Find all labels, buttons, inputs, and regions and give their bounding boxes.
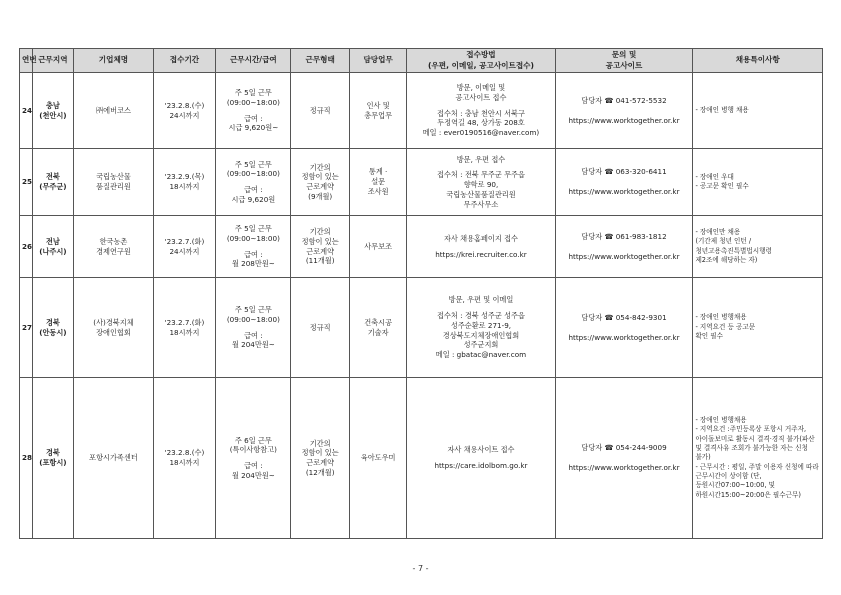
contact-site-link[interactable]: https://www.worktogether.or.kr [568,251,680,261]
duty-line: 인사 및 [366,100,390,110]
method-cell [407,149,555,216]
period-line: 18시까지 [169,458,200,467]
contact-cell [555,73,693,149]
contact-site-link[interactable]: https://www.worktogether.or.kr [568,115,680,125]
duty-line: 건축시공 [364,317,393,327]
type-line: 정규직 [309,105,331,115]
hours-line: (09:00~18:00) [226,233,280,243]
method-line: 메일 : ever0190516@naver.com) [422,128,540,138]
duty-line: 조사원 [367,186,389,196]
hours-line: 월 204만원~ [231,340,275,350]
company-line: 경제연구원 [96,246,131,256]
table-row [20,378,823,539]
special-notes-list [695,173,820,192]
hours-line: 급여 : [244,461,263,470]
table-row [20,216,823,278]
type-line: 정함이 있는 [301,172,339,182]
special-note: - 장애인 병행 채용 [695,105,749,114]
period-line: '23.2.8.(수) [164,100,205,110]
hours-line: (특이사항참고) [229,445,277,455]
method-line: https://care.idolbom.go.kr [434,461,528,470]
hours-line: 시급 9,620원 [231,194,276,204]
contact-gap [558,242,691,252]
method-line: 공고사이트 접수 [455,92,507,102]
special-notes-cell [693,216,823,278]
type-line: 근로계약 [306,182,335,191]
region-line: (천안시) [39,110,67,120]
duty-cell [349,378,406,539]
header-method-line2: (우편, 이메일, 공고사이트접수) [427,60,534,70]
hours-cell [216,73,291,149]
type-line: 기간의 [309,438,331,448]
table-row [20,73,823,149]
header-contact-line1: 문의 및 [611,50,637,60]
method-cell [407,278,555,378]
period-line: 18시까지 [169,327,200,337]
contact-site-link[interactable]: https://www.worktogether.or.kr [568,187,680,196]
type-cell [291,73,349,149]
region-line: 전남 [45,236,60,246]
contact-phone: 담당자 ☎ 063-320-6411 [581,167,667,177]
region-line: (안동시) [39,327,67,337]
period-line: '23.2.8.(수) [164,448,205,458]
header-period: 접수기간 [153,49,216,73]
type-line: 기간의 [309,162,331,172]
contact-cell [555,149,693,216]
special-notes-cell [693,278,823,378]
method-line: 접수처 : 경북 성주군 성주읍 [437,311,525,321]
header-type: 근무형태 [291,49,349,73]
special-note: - 지역요건 등 공고문 [695,322,756,331]
hours-line: 시급 9,620원~ [228,123,279,133]
table-row [20,278,823,378]
company-line: (사)경북지체 [93,317,134,327]
contact-site-link[interactable]: https://www.worktogether.or.kr [568,332,680,342]
special-note: 제2조에 해당하는 자) [695,255,758,264]
hours-line: 주 6일 근무 [234,435,272,445]
contact-gap [558,106,691,116]
row-number: 25 [20,149,33,216]
method-line: 메일 : gbatac@naver.com [435,349,527,359]
special-note: - 지역요건 :주민등록상 포항시 거주자, 아이돌보미로 활동시 결격·경직 불가(파산 및 결격사유 조회가 불가능한 자는 신청 불가) [695,425,815,462]
contact-gap [558,453,691,463]
special-note: - 공고문 확인 필수 [695,182,749,190]
company-cell [74,278,153,378]
hours-cell [216,378,291,539]
contact-phone: 담당자 ☎ 041-572-5532 [581,95,667,105]
type-line: (9개월) [308,191,333,201]
type-line: 정함이 있는 [301,236,339,246]
region-line: 경북 [45,317,60,327]
hours-line: 주 5일 근무 [234,159,272,169]
special-note: - 근무시간 : 평일, 주말 이용자 신청에 따라 근무시간이 상이함 (단, 등원시간07:00~10:00, 및 하원시간15:00~20:00은 필수근무) [695,462,819,499]
special-note: (기간제 청년 인턴 / [695,237,752,246]
company-cell [74,149,153,216]
company-line: 품질관리원 [96,182,131,191]
method-line: 성주순환로 271-9, [450,320,512,330]
duty-line: 사무보조 [364,241,393,251]
type-line: 정규직 [309,322,331,332]
special-note: 청년고용촉진특별법시행령 [695,246,772,255]
hours-line: 급여 : [244,249,263,259]
type-cell [291,149,349,216]
period-line: 18시까지 [169,182,200,191]
type-cell [291,378,349,539]
method-line: 자사 채용홈페이지 접수 [443,233,518,243]
region-line: 충남 [45,100,60,110]
duty-cell [349,73,406,149]
company-cell [74,378,153,539]
duty-line: 육아도우미 [360,453,396,463]
region-line: 전북 [45,172,60,182]
contact-gap [558,323,691,333]
special-note: - 장애인 병행채용 [695,415,747,424]
region-cell [32,378,74,539]
period-line: '23.2.7.(화) [164,317,205,327]
company-line: ㈜에버코스 [95,105,131,115]
method-line: 접수처 : 전북 무주군 무주읍 [437,170,525,180]
company-line: 포항시가족센터 [89,453,138,463]
company-cell [74,216,153,278]
period-cell [153,216,216,278]
hours-cell [216,216,291,278]
region-cell [32,73,74,149]
special-note: - 장애인만 채용 [695,227,741,236]
row-number: 24 [20,73,33,149]
header-duty: 담당업무 [349,49,406,73]
method-line: 방문, 우편 접수 [456,154,506,164]
special-notes-list [695,416,820,500]
row-number: 26 [20,216,33,278]
header-contact-line2: 공고사이트 [605,60,643,70]
header-row [20,49,823,73]
row-number: 28 [20,378,33,539]
method-line: 성주군지회 [463,340,499,350]
duty-cell [349,278,406,378]
header-special: 채용특이사항 [693,49,823,73]
contact-cell [555,216,693,278]
special-note: 확인 필수 [695,332,724,341]
method-cell [407,216,555,278]
period-cell [153,278,216,378]
contact-phone: 담당자 ☎ 054-244-9009 [581,443,667,453]
period-cell [153,149,216,216]
page-number: - 7 - [412,564,429,573]
hours-line: (09:00~18:00) [226,169,280,179]
hours-line: 월 204만원~ [231,470,275,480]
hours-line: (09:00~18:00) [226,314,280,324]
duty-line: 통계 · [368,167,388,177]
contact-phone: 담당자 ☎ 061-983-1812 [581,231,667,241]
type-line: 정함이 있는 [301,448,339,458]
hours-line: 주 5일 근무 [234,88,272,98]
region-cell [32,216,74,278]
hours-line: 급여 : [244,113,263,123]
special-notes-cell [693,73,823,149]
company-line: 국립농산물 [96,172,131,182]
hours-cell [216,149,291,216]
duty-line: 총무업무 [364,110,393,120]
duty-line: 설문 [371,177,386,187]
special-notes-list [695,313,820,341]
hours-cell [216,278,291,378]
type-line: 근로계약 [306,458,335,467]
method-line: 향학로 90, [463,180,499,190]
hours-line: 주 5일 근무 [234,305,272,315]
method-line: https://krei.recruiter.co.kr [435,249,527,259]
method-line: 접수처 : 충남 천안시 서북구 [437,108,525,118]
hours-line: 주 5일 근무 [234,224,272,234]
region-cell [32,149,74,216]
header-no: 연번 [20,49,33,73]
region-line: (포항시) [39,458,67,467]
contact-cell [555,378,693,539]
special-notes-list [695,106,820,115]
method-line: 국립농산물품질관리원 [446,189,516,199]
method-line: 무주사무소 [463,199,499,209]
period-cell [153,378,216,539]
period-line: 24시까지 [169,110,200,120]
hours-line: 급여 : [244,330,263,340]
special-note: - 장애인 병행채용 [695,313,747,322]
company-line: 한국농촌 [99,236,128,246]
method-line: 방문, 이메일 및 [456,83,506,93]
row-number: 27 [20,278,33,378]
method-line: 자사 채용사이트 접수 [447,445,515,455]
special-note: - 장애인 우대 [695,172,734,181]
contact-gap [558,177,691,187]
type-cell [291,278,349,378]
method-cell [407,73,555,149]
contact-phone: 담당자 ☎ 054-842-9301 [581,312,667,322]
job-table [19,48,823,539]
region-line: (나주시) [39,246,67,256]
hours-line: 급여 : [244,185,263,194]
period-line: '23.2.7.(화) [164,236,205,246]
type-line: (11개월) [305,256,335,266]
duty-cell [349,149,406,216]
region-line: 경북 [45,448,60,458]
method-cell [407,378,555,539]
type-line: 기간의 [309,227,331,237]
period-cell [153,73,216,149]
hours-line: 월 208만원~ [231,259,275,269]
period-line: '23.2.9.(목) [164,172,205,182]
period-line: 24시까지 [169,246,200,256]
header-hours: 근무시간/급여 [216,49,291,73]
hours-line: (09:00~18:00) [226,97,280,107]
special-notes-list [695,228,820,265]
contact-cell [555,278,693,378]
method-line: 방문, 우편 및 이메일 [448,295,514,305]
method-line: 경상북도지체장애인협회 [442,330,520,340]
duty-line: 기술자 [367,327,389,337]
special-notes-cell [693,378,823,539]
contact-site-link[interactable]: https://www.worktogether.or.kr [568,463,680,472]
table-row [20,149,823,216]
region-line: (무주군) [39,182,67,191]
header-contact [555,49,693,73]
company-cell [74,73,153,149]
region-cell [32,278,74,378]
header-method-line1: 접수방법 [466,50,496,60]
special-notes-cell [693,149,823,216]
type-cell [291,216,349,278]
header-region: 근무지역 [32,49,74,73]
company-line: 장애인협회 [96,327,131,337]
type-line: 근로계약 [306,246,335,256]
method-line: 두정역길 48, 상가동 208호 [437,118,525,128]
type-line: (12개월) [305,467,335,477]
header-method [407,49,555,73]
header-company: 기업체명 [74,49,153,73]
duty-cell [349,216,406,278]
